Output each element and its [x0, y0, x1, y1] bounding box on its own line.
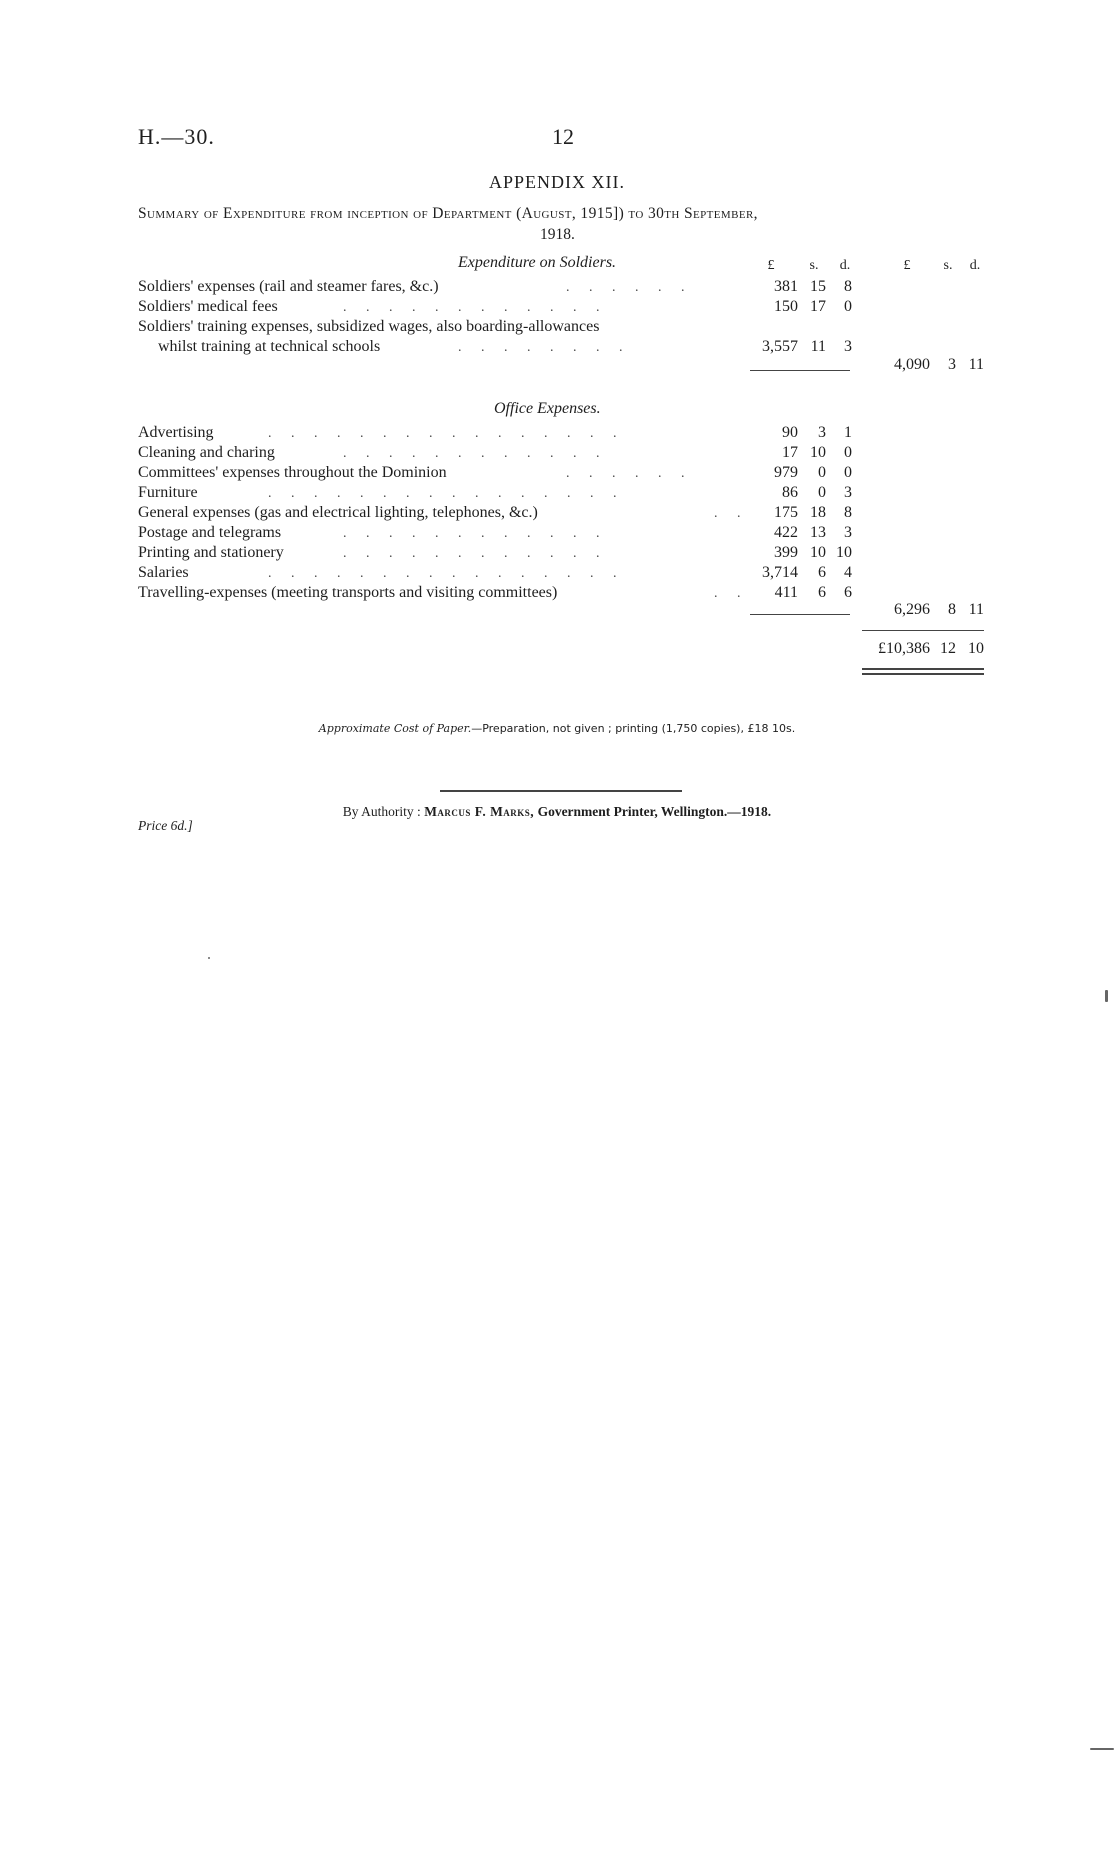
amount-shillings: 6	[818, 584, 826, 601]
row-label: Soldiers' medical fees	[138, 298, 278, 315]
cost-note-text: —Preparation, not given ; printing (1,750 copies), £18 10s.	[471, 722, 796, 735]
cost-note-label: Approximate Cost of Paper.	[318, 722, 472, 735]
row-label: Printing and stationery	[138, 544, 284, 561]
table-row	[138, 544, 608, 562]
amount-pounds: 979	[774, 464, 798, 481]
amount-shillings: 17	[810, 298, 826, 315]
table-row	[138, 524, 608, 542]
scan-mark	[1090, 1748, 1114, 1750]
amount-pounds: 422	[774, 524, 798, 541]
subtotal-pounds: 4,090	[894, 356, 930, 373]
authority-rule	[440, 790, 682, 792]
amount-pounds: 17	[782, 444, 798, 461]
grand-total-shillings: 12	[940, 640, 956, 657]
subtotal-rule	[750, 614, 850, 615]
amount-shillings: 10	[810, 444, 826, 461]
row-label: Travelling-expenses (meeting transports and visiting committees)	[138, 584, 558, 601]
amount-shillings: 0	[818, 484, 826, 501]
dot-leaders: . . . . . . . . . . . .	[343, 546, 608, 561]
dot-leaders: . . . . . . . . . . . . . . . .	[268, 486, 625, 501]
amount-pence: 8	[844, 504, 852, 521]
amount-shillings: 10	[810, 544, 826, 561]
dot-leaders: . . . . . . . . . . . .	[343, 446, 608, 461]
amount-pounds: 90	[782, 424, 798, 441]
authority-prefix: By Authority :	[342, 804, 421, 819]
cost-of-paper-note	[0, 722, 1114, 735]
amount-pence: 4	[844, 564, 852, 581]
col-header-shilling-total: s.	[943, 258, 953, 273]
dot-leaders: . . . . . . . .	[458, 340, 631, 355]
subtotal-pence: 11	[968, 356, 984, 373]
appendix-title: APPENDIX XII.	[489, 172, 625, 192]
amount-pounds: 175	[774, 504, 798, 521]
scan-speck	[208, 957, 210, 959]
col-header-shilling: s.	[809, 258, 819, 273]
amount-shillings: 15	[810, 278, 826, 295]
col-header-pence: d.	[839, 258, 851, 273]
row-label: Cleaning and charing	[138, 444, 275, 461]
row-label: Advertising	[138, 424, 214, 441]
dot-leaders: . . . . . .	[566, 466, 693, 481]
amount-shillings: 11	[810, 338, 826, 355]
subtotal-pence: 11	[968, 601, 984, 618]
subtotal-shillings: 8	[948, 601, 956, 618]
summary-title-line2: 1918.	[540, 226, 575, 243]
row-label: Committees' expenses throughout the Dominion	[138, 464, 447, 481]
col-header-pound-total: £	[903, 258, 911, 273]
table-row	[158, 338, 631, 356]
total-rule-double-upper	[862, 668, 984, 670]
col-header-pound: £	[767, 258, 775, 273]
dot-leaders: . . . . . . . . . . . .	[343, 300, 608, 315]
row-label: Postage and telegrams	[138, 524, 282, 541]
authority-suffix: Government Printer, Wellington.—1918.	[537, 804, 772, 819]
dot-leaders: . . . . . .	[566, 280, 693, 295]
running-reference: H.—30.	[138, 124, 215, 149]
subtotal-shillings: 3	[948, 356, 956, 373]
table-row	[138, 444, 608, 462]
amount-pence: 0	[844, 464, 852, 481]
dot-leaders: . .	[714, 506, 749, 521]
amount-shillings: 0	[818, 464, 826, 481]
section-heading-soldiers: Expenditure on Soldiers.	[458, 254, 617, 271]
table-row	[138, 504, 749, 522]
amount-pence: 0	[844, 444, 852, 461]
amount-pounds: 411	[774, 584, 798, 601]
amount-pounds: 150	[774, 298, 798, 315]
printer-name: Marcus F. Marks,	[424, 804, 535, 819]
amount-pounds: 381	[774, 278, 798, 295]
row-label: Soldiers' expenses (rail and steamer fares, &c.)	[138, 278, 439, 295]
amount-shillings: 18	[810, 504, 826, 521]
section-heading-office: Office Expenses.	[494, 400, 601, 417]
table-row	[138, 564, 625, 582]
amount-pence: 3	[844, 484, 852, 501]
col-header-pence-total: d.	[969, 258, 981, 273]
amount-pounds: 3,714	[762, 564, 798, 581]
amount-pence: 6	[844, 584, 852, 601]
table-row	[138, 464, 693, 482]
amount-pence: 10	[836, 544, 852, 561]
scan-mark	[1105, 990, 1108, 1002]
subtotal-pounds: 6,296	[894, 601, 930, 618]
table-row	[138, 318, 599, 336]
table-row	[138, 584, 749, 602]
dot-leaders: . . . . . . . . . . . .	[343, 526, 608, 541]
table-row	[138, 484, 625, 502]
subtotal-rule	[750, 370, 850, 371]
amount-pounds: 3,557	[762, 338, 798, 355]
dot-leaders: . .	[714, 586, 749, 601]
row-label: Furniture	[138, 484, 198, 501]
amount-pence: 3	[844, 524, 852, 541]
dot-leaders: . . . . . . . . . . . . . . . .	[268, 426, 625, 441]
row-label: whilst training at technical schools	[158, 338, 381, 355]
summary-title-line1: Summary of Expenditure from inception of Department (August, 1915]) to 30th September,	[138, 205, 758, 222]
page-number: 12	[552, 124, 574, 149]
total-rule-double-lower	[862, 673, 984, 675]
amount-pence: 0	[844, 298, 852, 315]
amount-shillings: 13	[810, 524, 826, 541]
row-label: Salaries	[138, 564, 189, 581]
table-row	[138, 424, 625, 442]
amount-pounds: 399	[774, 544, 798, 561]
amount-pence: 8	[844, 278, 852, 295]
table-row	[138, 298, 608, 316]
dot-leaders: . . . . . . . . . . . . . . . .	[268, 566, 625, 581]
amount-shillings: 6	[818, 564, 826, 581]
row-label: Soldiers' training expenses, subsidized wages, also boarding-allowances	[138, 318, 600, 335]
grand-total-pence: 10	[968, 640, 984, 657]
amount-pounds: 86	[782, 484, 798, 501]
price-label: Price 6d.]	[138, 818, 193, 833]
row-label: General expenses (gas and electrical lighting, telephones, &c.)	[138, 504, 538, 521]
amount-pence: 1	[844, 424, 852, 441]
amount-shillings: 3	[818, 424, 826, 441]
table-row	[138, 278, 693, 296]
grand-total-pounds: £10,386	[878, 640, 930, 657]
amount-pence: 3	[844, 338, 852, 355]
total-rule-top	[862, 630, 984, 631]
